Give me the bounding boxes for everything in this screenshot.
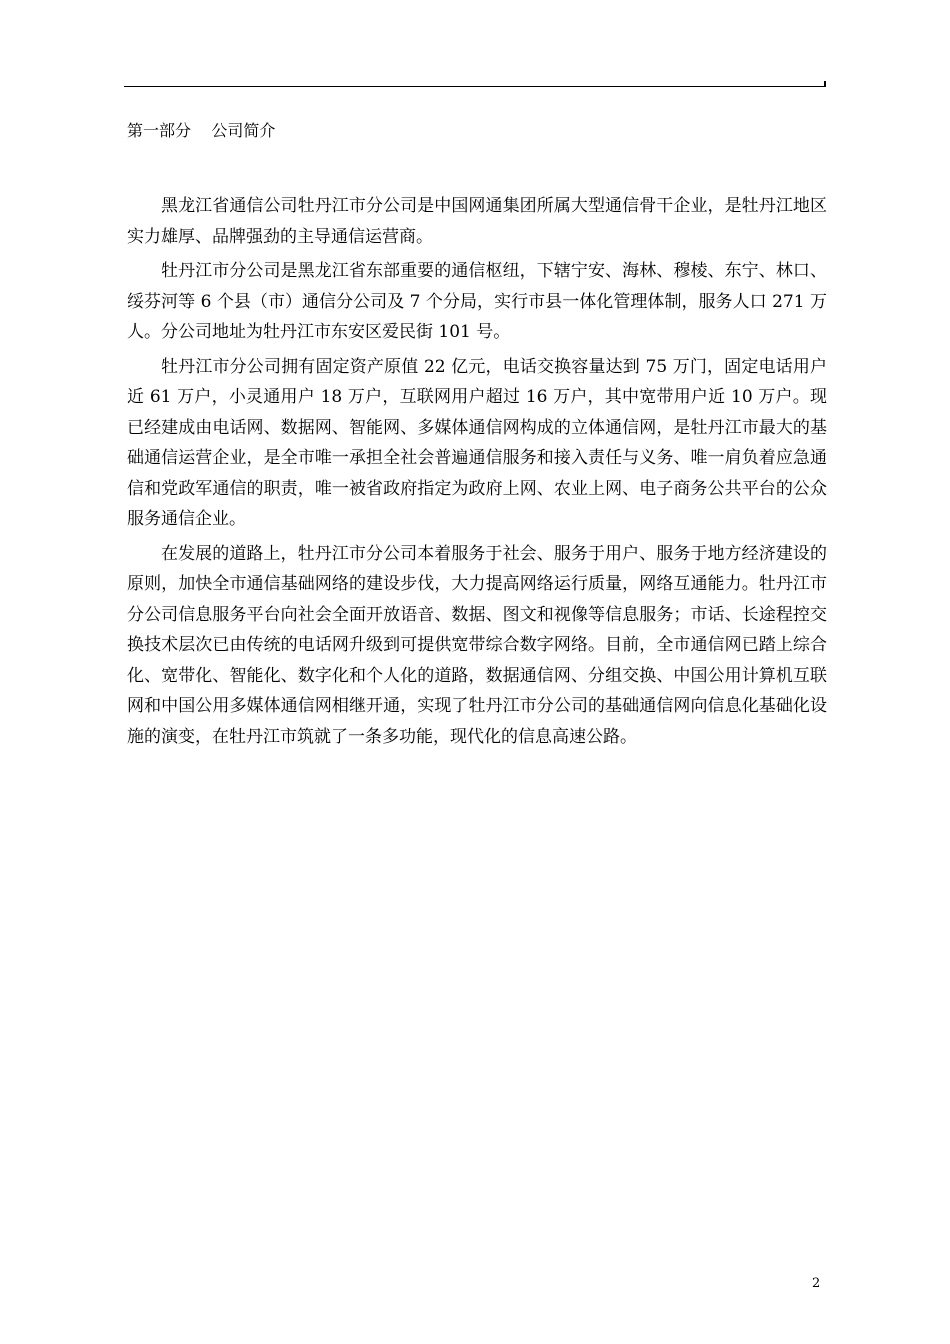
paragraph-2: 牡丹江市分公司是黑龙江省东部重要的通信枢纽，下辖宁安、海林、穆棱、东宁、林口、绥芬河等 6 个县（市）通信分公司及 7 个分局，实行市县一体化管理体制，服务人口 271 万人。分公司地址为牡丹江市东安区爱民街 101 号。 (127, 261, 827, 342)
section-title: 第一部分 公司简介 (127, 121, 276, 140)
header-rule (124, 86, 826, 87)
page-number: 2 (812, 1276, 821, 1291)
header-mark (824, 81, 826, 87)
body-text (127, 191, 827, 756)
paragraph-1: 黑龙江省通信公司牡丹江市分公司是中国网通集团所属大型通信骨干企业，是牡丹江地区实力雄厚、品牌强劲的主导通信运营商。 (127, 196, 827, 247)
paragraph-3: 牡丹江市分公司拥有固定资产原值 22 亿元，电话交换容量达到 75 万门，固定电话用户近 61 万户，小灵通用户 18 万户，互联网用户超过 16 万户，其中宽带用户近 10 万户。现已经建成由电话网、数据网、智能网、多媒体通信网构成的立体通信网，是牡丹江市最大的基础通信运营企业，是全市唯一承担全社会普遍通信服务和接入责任与义务、唯一肩负着应急通信和党政军通信的职责，唯一被省政府指定为政府上网、农业上网、电子商务公共平台的公众服务通信企业。 (127, 356, 827, 529)
paragraph-4: 在发展的道路上，牡丹江市分公司本着服务于社会、服务于用户、服务于地方经济建设的原则，加快全市通信基础网络的建设步伐，大力提高网络运行质量，网络互通能力。牡丹江市分公司信息服务平台向社会全面开放语音、数据、图文和视像等信息服务；市话、长途程控交换技术层次已由传统的电话网升级到可提供宽带综合数字网络。目前，全市通信网已踏上综合化、宽带化、智能化、数字化和个人化的道路，数据通信网、分组交换、中国公用计算机互联网和中国公用多媒体通信网相继开通，实现了牡丹江市分公司的基础通信网向信息化基础化设施的演变，在牡丹江市筑就了一条多功能，现代化的信息高速公路。 (127, 543, 827, 747)
